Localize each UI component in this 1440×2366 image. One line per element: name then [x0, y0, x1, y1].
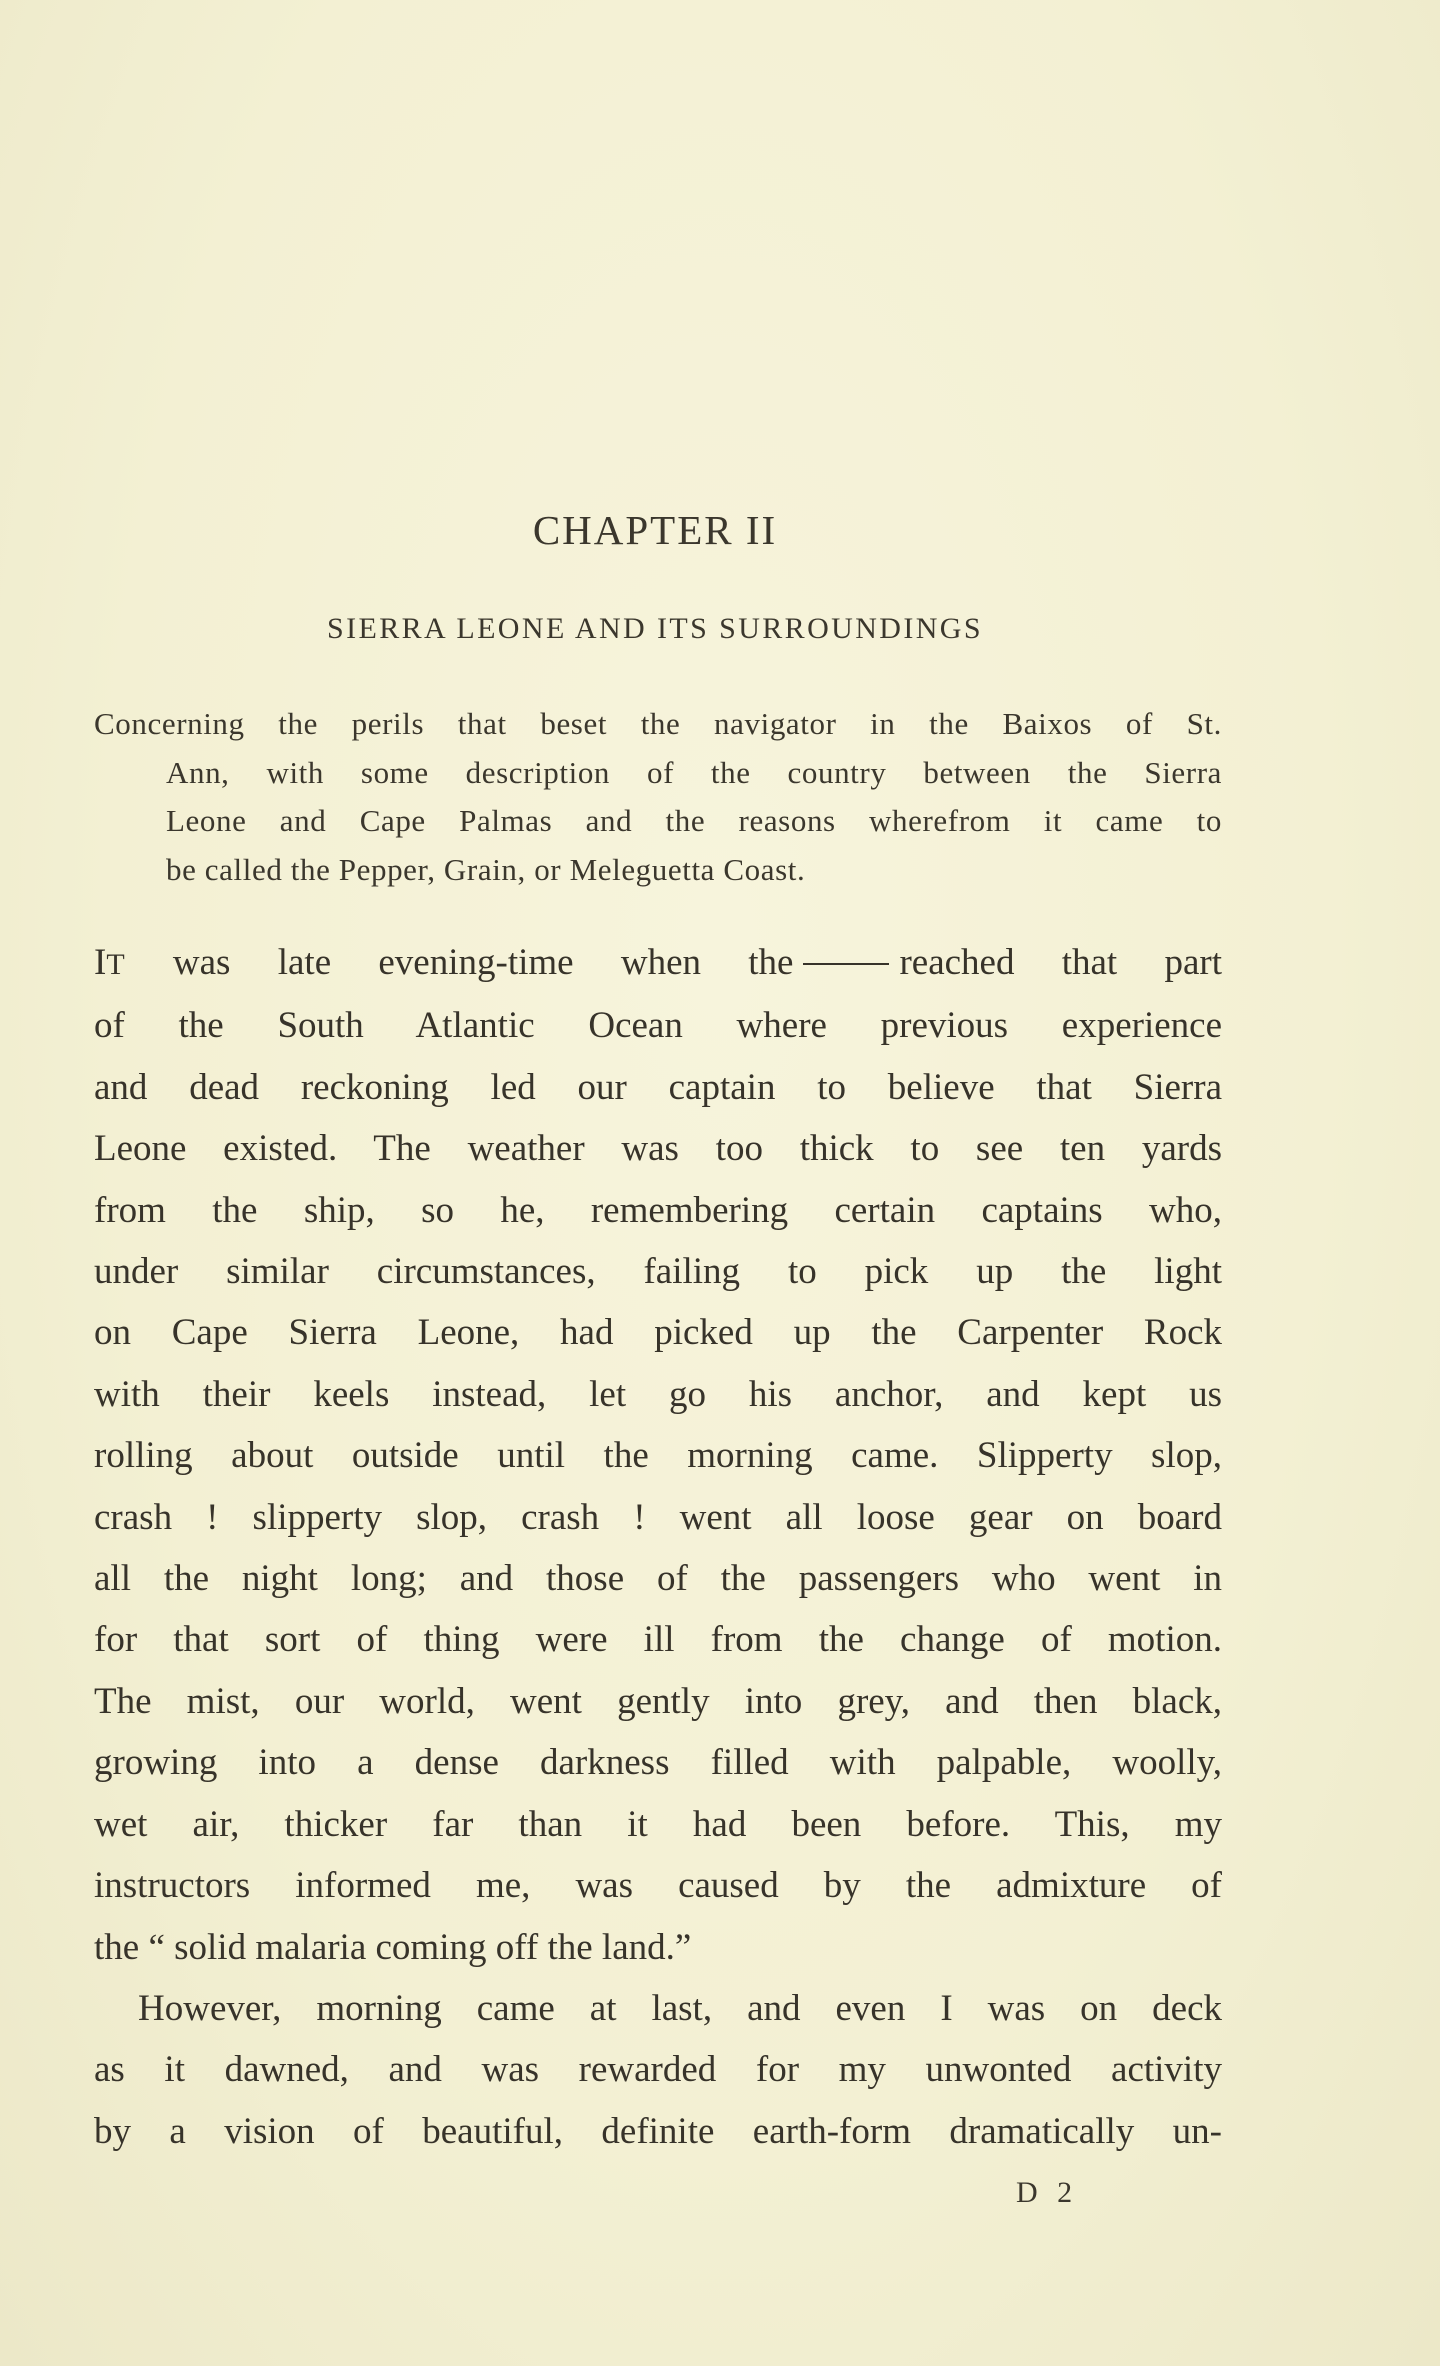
body-line: crash ! slipperty slop, crash ! went all loose gear on board [94, 1496, 1222, 1538]
smallcaps-letter: T [106, 948, 126, 981]
body-line: under similar circumstances, failing to pick up the light [94, 1251, 1222, 1293]
body-line: all the night long; and those of the passengers who went in [94, 1558, 1222, 1600]
body-line: the “ solid malaria coming off the land.” [94, 1926, 692, 1968]
body-line: by a vision of beautiful, definite earth-form dramatically un- [94, 2110, 1222, 2152]
body-line: of the South Atlantic Ocean where previous experience [94, 1005, 1222, 1047]
body-line: for that sort of thing were ill from the change of motion. [94, 1619, 1222, 1661]
body-line: The mist, our world, went gently into grey, and then black, [94, 1680, 1222, 1722]
body-line: However, morning came at last, and even I was on deck [138, 1987, 1222, 2029]
signature-mark: D 2 [1016, 2176, 1079, 2209]
chapter-synopsis [94, 700, 1222, 895]
chapter-title: CHAPTER II [532, 507, 778, 553]
first-line-text-end: reached that part [899, 942, 1222, 983]
ship-name-blank [803, 963, 889, 965]
body-line: as it dawned, and was rewarded for my unwonted activity [94, 2049, 1222, 2091]
body-line: from the ship, so he, remembering certain captains who, [94, 1189, 1222, 1231]
body-line: wet air, thicker far than it had been before. This, my [94, 1803, 1222, 1845]
body-line: growing into a dense darkness filled with palpable, woolly, [94, 1742, 1222, 1784]
chapter-subtitle: SIERRA LEONE AND ITS SURROUNDINGS [327, 612, 983, 645]
body-line: and dead reckoning led our captain to believe that Sierra [94, 1066, 1222, 1108]
body-line: on Cape Sierra Leone, had picked up the Carpenter Rock [94, 1312, 1222, 1354]
dropcap: I [94, 942, 107, 983]
synopsis-line: Leone and Cape Palmas and the reasons wherefrom it came to [166, 803, 1222, 839]
first-line-text: was late evening-time when the [125, 942, 794, 983]
body-line: rolling about outside until the morning came. Slipperty slop, [94, 1435, 1222, 1477]
synopsis-line: Ann, with some description of the country between the Sierra [166, 754, 1222, 790]
body-line: instructors informed me, was caused by the admixture of [94, 1865, 1222, 1907]
synopsis-line: Concerning the perils that beset the navigator in the Baixos of St. [94, 706, 1222, 741]
body-line: Leone existed. The weather was too thick to see ten yards [94, 1128, 1222, 1170]
body-line-first [94, 932, 1222, 995]
synopsis-line: be called the Pepper, Grain, or Meleguetta Coast. [166, 852, 806, 888]
body-text [94, 932, 1222, 2162]
body-line: with their keels instead, let go his anchor, and kept us [94, 1373, 1222, 1415]
